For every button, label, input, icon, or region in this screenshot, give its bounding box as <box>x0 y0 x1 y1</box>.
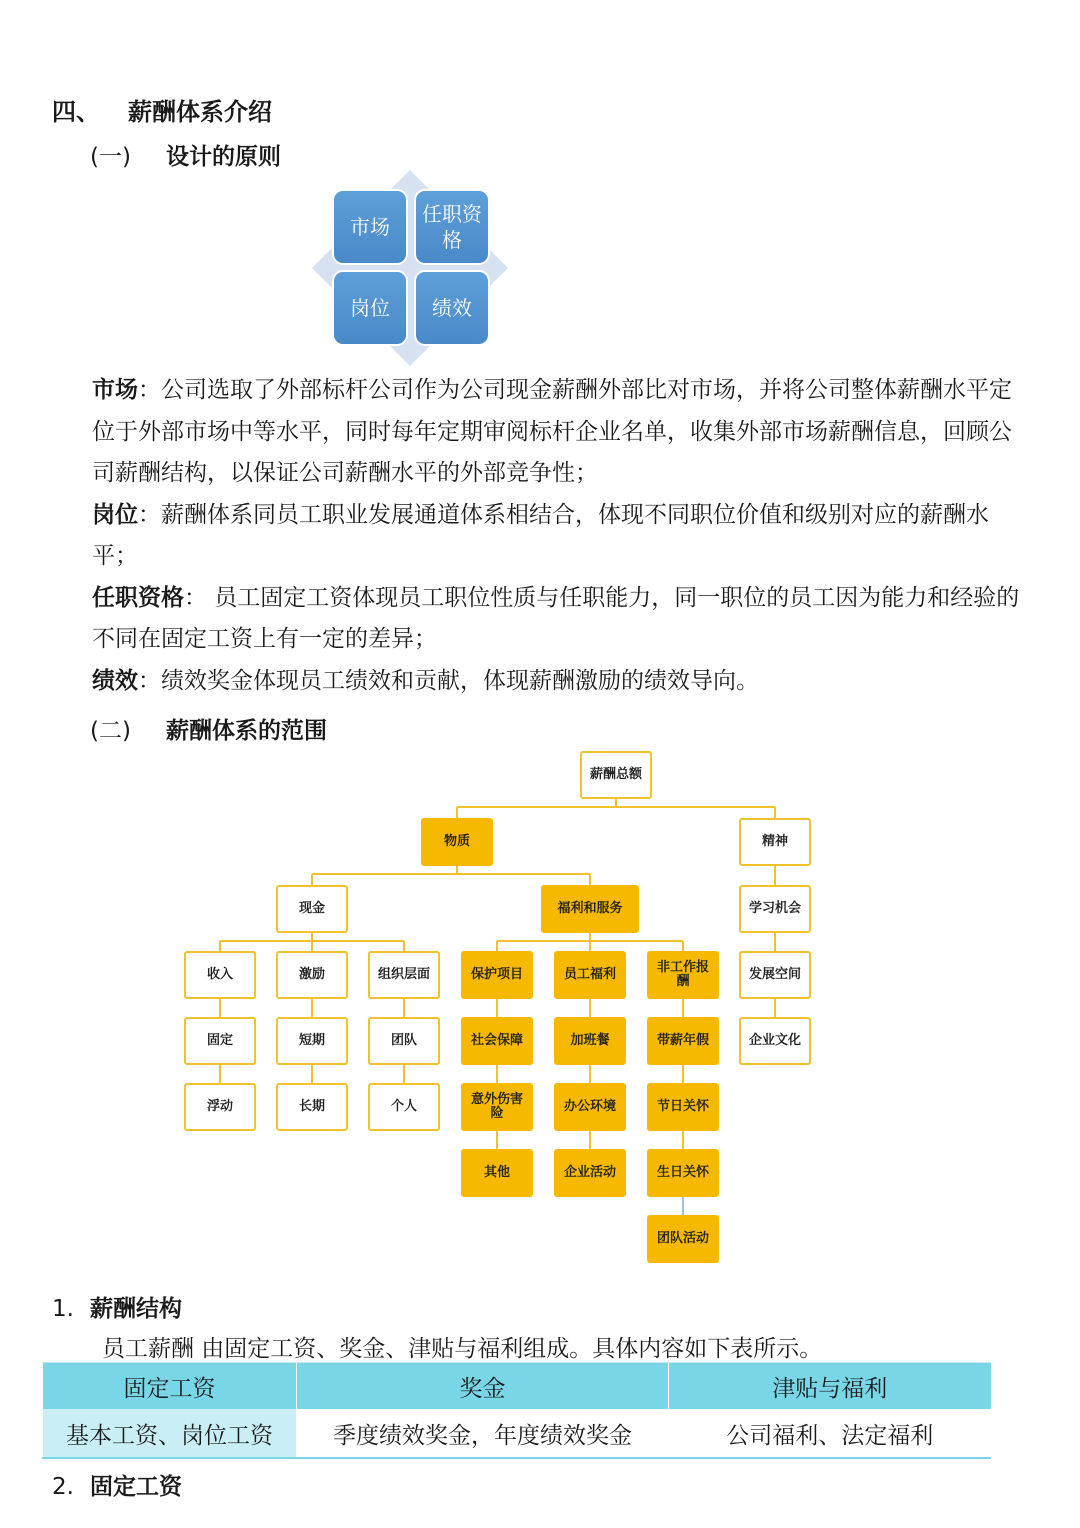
node-spirit-item: 企业文化 <box>739 1017 811 1065</box>
paragraph-performance: 绩效：绩效奖金体现员工绩效和贡献，体现薪酬激励的绩效导向。 <box>92 667 759 694</box>
node-welfare-item: 保护项目 <box>461 951 533 999</box>
section-number: 四、 <box>52 98 100 126</box>
table-header-row <box>43 1363 991 1410</box>
structure-intro: 员工薪酬 由固定工资、奖金、津贴与福利组成。具体内容如下表所示。 <box>102 1336 823 1362</box>
node-cash-item: 长期 <box>276 1083 348 1131</box>
table-cell: 公司福利、法定福利 <box>669 1409 991 1458</box>
principle-market: 市场 <box>332 189 408 265</box>
node-spirit-item: 学习机会 <box>739 885 811 933</box>
node-welfare-item: 其他 <box>461 1149 533 1197</box>
node-material: 物质 <box>421 818 493 866</box>
heading-title: 固定工资 <box>90 1474 182 1500</box>
table-row <box>43 1409 991 1458</box>
table-cell: 基本工资、岗位工资 <box>43 1409 297 1458</box>
node-cash-item: 收入 <box>184 951 256 999</box>
node-cash-item: 固定 <box>184 1017 256 1065</box>
principle-performance: 绩效 <box>414 270 490 346</box>
paragraph-position: 岗位：薪酬体系同员工职业发展通道体系相结合，体现不同职位价值和级别对应的薪酬水平； <box>92 501 989 569</box>
node-root: 薪酬总额 <box>580 751 652 799</box>
salary-structure-table <box>42 1362 991 1459</box>
node-welfare-item: 企业活动 <box>554 1149 626 1197</box>
paragraph-market: 市场：公司选取了外部标杆公司作为公司现金薪酬外部比对市场，并将公司整体薪酬水平定位于外部市场中等水平，同时每年定期审阅标杆企业名单，收集外部市场薪酬信息，回顾公司薪酬结构，以保证公司薪酬水平的外部竞争性； <box>92 377 1012 486</box>
heading-title: 薪酬结构 <box>90 1296 182 1322</box>
node-cash-item: 个人 <box>368 1083 440 1131</box>
node-cash: 现金 <box>276 885 348 933</box>
numbered-heading-structure <box>52 1290 182 1323</box>
node-welfare-item: 非工作报酬 <box>647 951 719 999</box>
node-cash-item: 团队 <box>368 1017 440 1065</box>
principle-qualification: 任职资格 <box>414 189 490 265</box>
node-welfare-item: 意外伤害险 <box>461 1083 533 1131</box>
table-header-cell: 奖金 <box>297 1363 669 1410</box>
heading-number: 1. <box>52 1296 74 1322</box>
subsection-title: 设计的原则 <box>166 144 281 170</box>
node-welfare-item: 加班餐 <box>554 1017 626 1065</box>
node-welfare-item: 节日关怀 <box>647 1083 719 1131</box>
heading-number: 2. <box>52 1474 74 1500</box>
salary-scope-chart <box>0 740 1080 1280</box>
table-header-cell: 津贴与福利 <box>669 1363 991 1410</box>
node-welfare-item: 生日关怀 <box>647 1149 719 1197</box>
node-spirit: 精神 <box>739 818 811 866</box>
node-spirit-item: 发展空间 <box>739 951 811 999</box>
principles-description <box>92 370 1032 702</box>
node-welfare-item: 办公环境 <box>554 1083 626 1131</box>
node-welfare-item: 带薪年假 <box>647 1017 719 1065</box>
node-welfare-item: 社会保障 <box>461 1017 533 1065</box>
numbered-heading-fixed-salary <box>52 1468 182 1501</box>
subsection-title: 薪酬体系的范围 <box>166 718 327 744</box>
subsection-number: (二) <box>90 718 131 744</box>
node-cash-item: 组织层面 <box>368 951 440 999</box>
paragraph-qualification: 任职资格： 员工固定工资体现员工职位性质与任职能力，同一职位的员工因为能力和经验的不同在固定工资上有一定的差异； <box>92 584 1020 652</box>
connector-lines <box>0 740 1080 1280</box>
subsection-heading-principles <box>90 138 281 171</box>
table-header-cell: 固定工资 <box>43 1363 297 1410</box>
node-cash-item: 浮动 <box>184 1083 256 1131</box>
table-cell: 季度绩效奖金，年度绩效奖金 <box>297 1409 669 1458</box>
node-welfare-item: 员工福利 <box>554 951 626 999</box>
subsection-number: (一) <box>90 144 131 170</box>
principles-diagram <box>310 168 510 368</box>
node-cash-item: 激励 <box>276 951 348 999</box>
section-heading <box>52 92 272 127</box>
node-welfare: 福利和服务 <box>541 885 639 933</box>
node-welfare-item: 团队活动 <box>647 1215 719 1263</box>
principle-position: 岗位 <box>332 270 408 346</box>
node-cash-item: 短期 <box>276 1017 348 1065</box>
section-title: 薪酬体系介绍 <box>128 98 272 126</box>
